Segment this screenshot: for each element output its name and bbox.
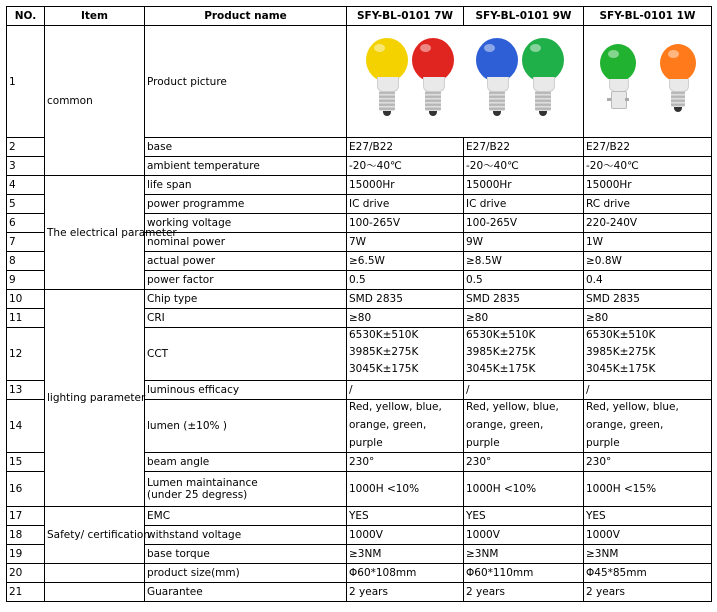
row-name: lumen (±10% ) bbox=[145, 400, 347, 453]
row-no: 7 bbox=[7, 233, 45, 252]
row-name bbox=[145, 472, 347, 507]
value-7w: 7W bbox=[347, 233, 464, 252]
value-1w: 2 years bbox=[584, 583, 712, 602]
row-name: actual power bbox=[145, 252, 347, 271]
row-no: 13 bbox=[7, 381, 45, 400]
value-9w: 1000H <10% bbox=[464, 472, 584, 507]
row-name: Chip type bbox=[145, 290, 347, 309]
value-1w: / bbox=[584, 381, 712, 400]
value-9w: / bbox=[464, 381, 584, 400]
row-name: EMC bbox=[145, 507, 347, 526]
table-row bbox=[7, 290, 712, 309]
table-row bbox=[7, 507, 712, 526]
row-no: 16 bbox=[7, 472, 45, 507]
value-7w: 230° bbox=[347, 453, 464, 472]
value-7w: Φ60*108mm bbox=[347, 564, 464, 583]
cct-line: 3985K±275K bbox=[349, 345, 419, 358]
cct-line: 3985K±275K bbox=[586, 345, 656, 358]
value-1w: ≥3NM bbox=[584, 545, 712, 564]
table-row bbox=[7, 564, 712, 583]
value-1w: 15000Hr bbox=[584, 176, 712, 195]
lumen-line: Red, yellow, blue, bbox=[349, 401, 442, 413]
value-7w: SMD 2835 bbox=[347, 290, 464, 309]
value-1w: YES bbox=[584, 507, 712, 526]
lumen-line: purple bbox=[349, 437, 383, 449]
value-1w: ≥0.8W bbox=[584, 252, 712, 271]
group-lighting: lighting parameter bbox=[45, 290, 145, 507]
row-no: 5 bbox=[7, 195, 45, 214]
value-7w: E27/B22 bbox=[347, 138, 464, 157]
value-9w: -20～40℃ bbox=[464, 157, 584, 176]
row-no: 3 bbox=[7, 157, 45, 176]
cct-line: 6530K±510K bbox=[349, 328, 419, 341]
value-7w: ≥3NM bbox=[347, 545, 464, 564]
row-name-line: Lumen maintainance bbox=[147, 477, 258, 489]
value-1w: 1000V bbox=[584, 526, 712, 545]
row-no: 18 bbox=[7, 526, 45, 545]
value-7w: 1000V bbox=[347, 526, 464, 545]
header-model-9w: SFY-BL-0101 9W bbox=[464, 7, 584, 26]
value-7w: 2 years bbox=[347, 583, 464, 602]
value-9w: 2 years bbox=[464, 583, 584, 602]
row-name: nominal power bbox=[145, 233, 347, 252]
table-row bbox=[7, 176, 712, 195]
row-no: 17 bbox=[7, 507, 45, 526]
value-1w: 230° bbox=[584, 453, 712, 472]
value-9w: 9W bbox=[464, 233, 584, 252]
value-1w: Φ45*85mm bbox=[584, 564, 712, 583]
table-row bbox=[7, 583, 712, 602]
lumen-line: orange, green, bbox=[586, 419, 664, 431]
value-1w: 0.4 bbox=[584, 271, 712, 290]
value-7w: / bbox=[347, 381, 464, 400]
value-9w: ≥80 bbox=[464, 309, 584, 328]
header-no: NO. bbox=[7, 7, 45, 26]
group-empty bbox=[45, 564, 145, 583]
value-1w: ≥80 bbox=[584, 309, 712, 328]
orange-small-bulb-image bbox=[656, 32, 700, 132]
value-9w bbox=[464, 328, 584, 381]
row-no: 14 bbox=[7, 400, 45, 453]
row-name: withstand voltage bbox=[145, 526, 347, 545]
value-9w: E27/B22 bbox=[464, 138, 584, 157]
green-bulb-image bbox=[521, 32, 565, 132]
row-name: CCT bbox=[145, 328, 347, 381]
value-9w: ≥8.5W bbox=[464, 252, 584, 271]
cct-line: 3045K±175K bbox=[586, 362, 656, 375]
value-7w: YES bbox=[347, 507, 464, 526]
row-no: 8 bbox=[7, 252, 45, 271]
value-1w bbox=[584, 328, 712, 381]
value-9w: 230° bbox=[464, 453, 584, 472]
row-no: 15 bbox=[7, 453, 45, 472]
value-7w: -20～40℃ bbox=[347, 157, 464, 176]
blue-bulb-image bbox=[475, 32, 519, 132]
row-no: 1 bbox=[7, 26, 45, 138]
row-name: power programme bbox=[145, 195, 347, 214]
row-name: Guarantee bbox=[145, 583, 347, 602]
row-no: 21 bbox=[7, 583, 45, 602]
value-9w: 1000V bbox=[464, 526, 584, 545]
value-9w: IC drive bbox=[464, 195, 584, 214]
value-7w: IC drive bbox=[347, 195, 464, 214]
row-name: beam angle bbox=[145, 453, 347, 472]
green-small-bulb-image bbox=[596, 32, 640, 132]
value-9w bbox=[464, 400, 584, 453]
row-no: 19 bbox=[7, 545, 45, 564]
header-item: Item bbox=[45, 7, 145, 26]
lumen-line: orange, green, bbox=[349, 419, 427, 431]
group-electrical: The electrical parameter bbox=[45, 176, 145, 290]
value-1w: 1W bbox=[584, 233, 712, 252]
value-1w: SMD 2835 bbox=[584, 290, 712, 309]
row-name: luminous efficacy bbox=[145, 381, 347, 400]
lumen-line: Red, yellow, blue, bbox=[586, 401, 679, 413]
value-1w: 1000H <15% bbox=[584, 472, 712, 507]
value-9w: SMD 2835 bbox=[464, 290, 584, 309]
value-9w: Φ60*110mm bbox=[464, 564, 584, 583]
value-1w: 220-240V bbox=[584, 214, 712, 233]
value-7w: 1000H <10% bbox=[347, 472, 464, 507]
value-7w: 15000Hr bbox=[347, 176, 464, 195]
row-name: product size(mm) bbox=[145, 564, 347, 583]
value-9w: 0.5 bbox=[464, 271, 584, 290]
row-name: Product picture bbox=[145, 26, 347, 138]
header-product-name: Product name bbox=[145, 7, 347, 26]
cct-line: 3045K±175K bbox=[349, 362, 419, 375]
row-no: 12 bbox=[7, 328, 45, 381]
row-no: 9 bbox=[7, 271, 45, 290]
table-row bbox=[7, 26, 712, 138]
cct-line: 6530K±510K bbox=[466, 328, 536, 341]
value-7w: 100-265V bbox=[347, 214, 464, 233]
cct-line: 3985K±275K bbox=[466, 345, 536, 358]
value-7w: 0.5 bbox=[347, 271, 464, 290]
row-name-line: (under 25 degress) bbox=[147, 489, 248, 501]
row-name: CRI bbox=[145, 309, 347, 328]
lumen-line: Red, yellow, blue, bbox=[466, 401, 559, 413]
value-9w: 15000Hr bbox=[464, 176, 584, 195]
lumen-line: purple bbox=[466, 437, 500, 449]
product-picture-7w-9w bbox=[347, 26, 584, 138]
row-name: ambient temperature bbox=[145, 157, 347, 176]
row-name: working voltage bbox=[145, 214, 347, 233]
row-name: base bbox=[145, 138, 347, 157]
spec-table bbox=[6, 6, 712, 602]
red-bulb-image bbox=[411, 32, 455, 132]
value-1w: RC drive bbox=[584, 195, 712, 214]
lumen-line: orange, green, bbox=[466, 419, 544, 431]
value-7w: ≥6.5W bbox=[347, 252, 464, 271]
row-name: base torque bbox=[145, 545, 347, 564]
row-name: power factor bbox=[145, 271, 347, 290]
lumen-line: purple bbox=[586, 437, 620, 449]
value-1w: E27/B22 bbox=[584, 138, 712, 157]
row-no: 20 bbox=[7, 564, 45, 583]
group-empty bbox=[45, 583, 145, 602]
row-no: 6 bbox=[7, 214, 45, 233]
header-model-7w: SFY-BL-0101 7W bbox=[347, 7, 464, 26]
product-picture-1w bbox=[584, 26, 712, 138]
row-name: life span bbox=[145, 176, 347, 195]
cct-line: 3045K±175K bbox=[466, 362, 536, 375]
value-1w bbox=[584, 400, 712, 453]
header-model-1w: SFY-BL-0101 1W bbox=[584, 7, 712, 26]
group-safety: Safety/ certification bbox=[45, 507, 145, 564]
group-common: common bbox=[45, 26, 145, 176]
cct-line: 6530K±510K bbox=[586, 328, 656, 341]
row-no: 10 bbox=[7, 290, 45, 309]
value-9w: 100-265V bbox=[464, 214, 584, 233]
row-no: 11 bbox=[7, 309, 45, 328]
row-no: 4 bbox=[7, 176, 45, 195]
yellow-bulb-image bbox=[365, 32, 409, 132]
value-1w: -20～40℃ bbox=[584, 157, 712, 176]
value-9w: ≥3NM bbox=[464, 545, 584, 564]
row-no: 2 bbox=[7, 138, 45, 157]
value-7w bbox=[347, 400, 464, 453]
value-9w: YES bbox=[464, 507, 584, 526]
header-row bbox=[7, 7, 712, 26]
value-7w bbox=[347, 328, 464, 381]
value-7w: ≥80 bbox=[347, 309, 464, 328]
